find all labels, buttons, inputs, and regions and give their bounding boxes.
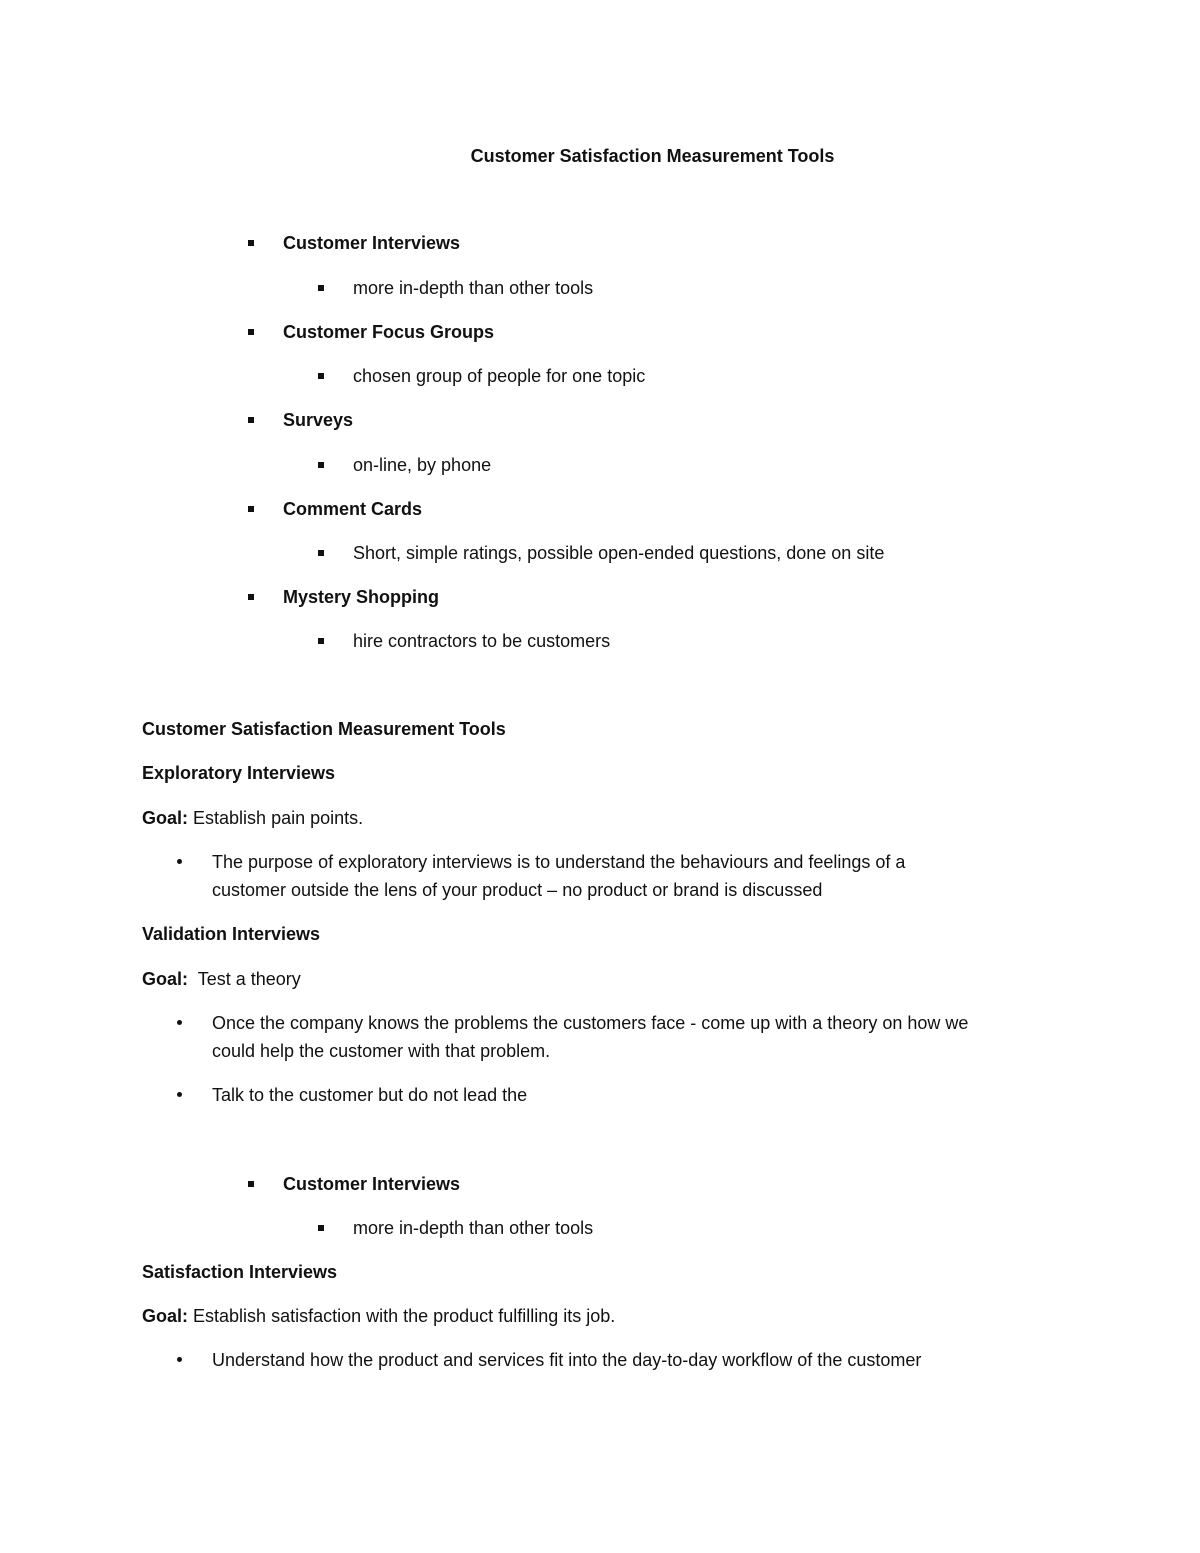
validation-bullet-line: could help the customer with that problem. xyxy=(212,1041,551,1061)
bullet-square-icon xyxy=(318,285,324,291)
bullet-dot-icon xyxy=(177,859,182,864)
bullet-dot-icon xyxy=(177,1020,182,1025)
bullet-dot-icon xyxy=(177,1357,182,1362)
exploratory-heading: Exploratory Interviews xyxy=(142,763,336,783)
goal-label: Goal: xyxy=(142,1306,189,1326)
exploratory-goal xyxy=(142,807,363,829)
bullet-square-icon xyxy=(318,462,324,468)
goal-text: Test a theory xyxy=(197,969,301,989)
goal-text: Establish satisfaction with the product fulfilling its job. xyxy=(193,1306,616,1326)
bullet-square-icon xyxy=(248,594,254,600)
section-heading: Customer Satisfaction Measurement Tools xyxy=(142,719,506,739)
tool-name: Mystery Shopping xyxy=(283,587,440,607)
bullet-square-icon xyxy=(248,417,254,423)
satisfaction-bullet-line: Understand how the product and services fit into the day-to-day workflow of the customer xyxy=(212,1350,922,1370)
exploratory-bullet-line: customer outside the lens of your product – no product or brand is discussed xyxy=(212,880,823,900)
tool-name: Customer Interviews xyxy=(283,233,461,253)
bullet-square-icon xyxy=(318,550,324,556)
page-title: Customer Satisfaction Measurement Tools xyxy=(470,146,835,166)
goal-text: Establish pain points. xyxy=(193,808,364,828)
tool-name: Customer Focus Groups xyxy=(283,322,495,342)
tool-detail: more in-depth than other tools xyxy=(353,1218,594,1238)
validation-goal xyxy=(142,968,301,990)
satisfaction-goal xyxy=(142,1305,615,1327)
bullet-square-icon xyxy=(248,329,254,335)
tool-detail: more in-depth than other tools xyxy=(353,278,594,298)
tool-detail: chosen group of people for one topic xyxy=(353,366,646,386)
bullet-square-icon xyxy=(248,1181,254,1187)
bullet-square-icon xyxy=(248,506,254,512)
goal-label: Goal: xyxy=(142,808,189,828)
tool-detail: on-line, by phone xyxy=(353,455,492,475)
tool-name: Surveys xyxy=(283,410,354,430)
bullet-square-icon xyxy=(318,1225,324,1231)
tool-detail: Short, simple ratings, possible open-ended questions, done on site xyxy=(353,543,885,563)
tool-name: Comment Cards xyxy=(283,499,423,519)
bullet-dot-icon xyxy=(177,1092,182,1097)
goal-label: Goal: xyxy=(142,969,189,989)
bullet-square-icon xyxy=(248,240,254,246)
bullet-square-icon xyxy=(318,638,324,644)
validation-heading: Validation Interviews xyxy=(142,924,321,944)
validation-bullet-line: Once the company knows the problems the customers face - come up with a theory on how we xyxy=(212,1013,969,1033)
exploratory-bullet-line: The purpose of exploratory interviews is to understand the behaviours and feelings of a xyxy=(212,852,906,872)
validation-bullet-line: Talk to the customer but do not lead the xyxy=(212,1085,528,1105)
bullet-square-icon xyxy=(318,373,324,379)
tool-name: Customer Interviews xyxy=(283,1174,461,1194)
satisfaction-heading: Satisfaction Interviews xyxy=(142,1262,338,1282)
tool-detail: hire contractors to be customers xyxy=(353,631,611,651)
